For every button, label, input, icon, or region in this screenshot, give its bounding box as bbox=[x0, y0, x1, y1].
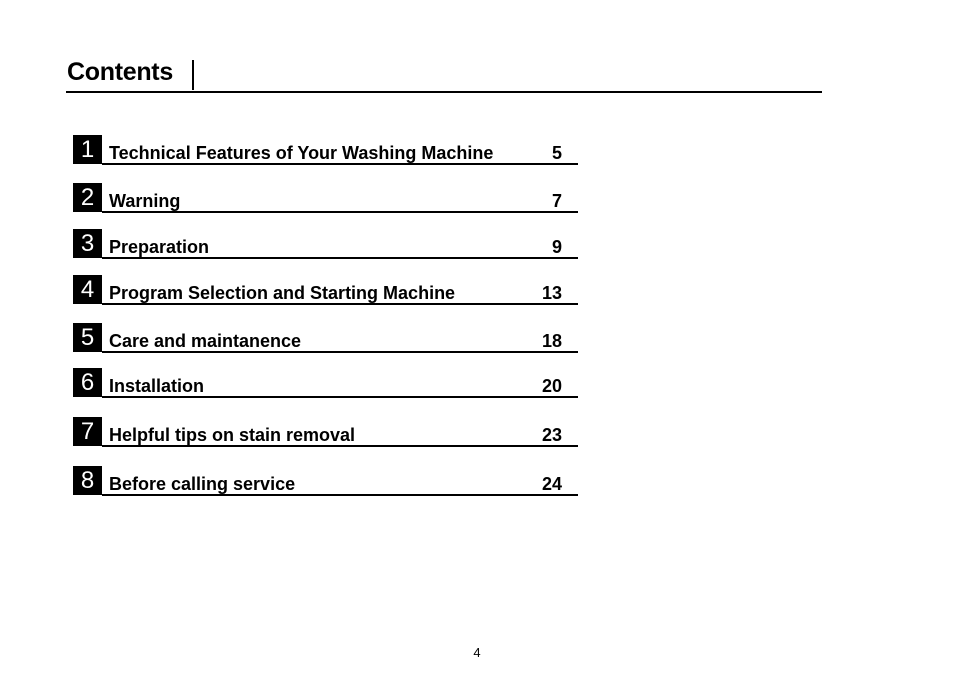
chapter-title: Warning bbox=[109, 191, 181, 211]
chapter-title: Program Selection and Starting Machine bbox=[109, 283, 456, 303]
chapter-page-number: 13 bbox=[541, 283, 562, 303]
entry-underline bbox=[102, 351, 578, 353]
chapter-number-badge: 8 bbox=[73, 466, 102, 495]
toc-entry-7[interactable] bbox=[73, 417, 578, 447]
chapter-number-badge: 7 bbox=[73, 417, 102, 446]
toc-entry-4[interactable] bbox=[73, 275, 578, 305]
chapter-title: Before calling service bbox=[109, 474, 296, 494]
toc-entry-2[interactable] bbox=[73, 183, 578, 213]
chapter-title: Care and maintanence bbox=[109, 331, 302, 351]
chapter-number-badge: 5 bbox=[73, 323, 102, 352]
page-number: 4 bbox=[473, 645, 481, 660]
toc-entry-5[interactable] bbox=[73, 323, 578, 353]
chapter-title: Technical Features of Your Washing Machine bbox=[109, 143, 494, 163]
entry-underline bbox=[102, 396, 578, 398]
chapter-page-number: 20 bbox=[541, 376, 562, 396]
toc-entry-6[interactable] bbox=[73, 368, 578, 398]
toc-entry-1[interactable] bbox=[73, 135, 578, 165]
chapter-page-number: 5 bbox=[551, 143, 562, 163]
chapter-number-badge: 1 bbox=[73, 135, 102, 164]
chapter-page-number: 9 bbox=[551, 237, 562, 257]
toc-entry-3[interactable] bbox=[73, 229, 578, 259]
chapter-number-badge: 2 bbox=[73, 183, 102, 212]
entry-underline bbox=[102, 445, 578, 447]
entry-underline bbox=[102, 494, 578, 496]
page-title: Contents bbox=[67, 58, 173, 86]
chapter-title: Preparation bbox=[109, 237, 210, 257]
chapter-title: Helpful tips on stain removal bbox=[109, 425, 356, 445]
entry-underline bbox=[102, 163, 578, 165]
chapter-page-number: 24 bbox=[541, 474, 562, 494]
chapter-number-badge: 4 bbox=[73, 275, 102, 304]
entry-underline bbox=[102, 303, 578, 305]
chapter-number-badge: 6 bbox=[73, 368, 102, 397]
toc-entry-8[interactable] bbox=[73, 466, 578, 496]
chapter-number-badge: 3 bbox=[73, 229, 102, 258]
contents-header bbox=[66, 56, 822, 93]
chapter-page-number: 7 bbox=[551, 191, 562, 211]
chapter-title: Installation bbox=[109, 376, 205, 396]
chapter-page-number: 23 bbox=[541, 425, 562, 445]
entry-underline bbox=[102, 257, 578, 259]
entry-underline bbox=[102, 211, 578, 213]
chapter-page-number: 18 bbox=[541, 331, 562, 351]
title-divider bbox=[192, 60, 194, 90]
